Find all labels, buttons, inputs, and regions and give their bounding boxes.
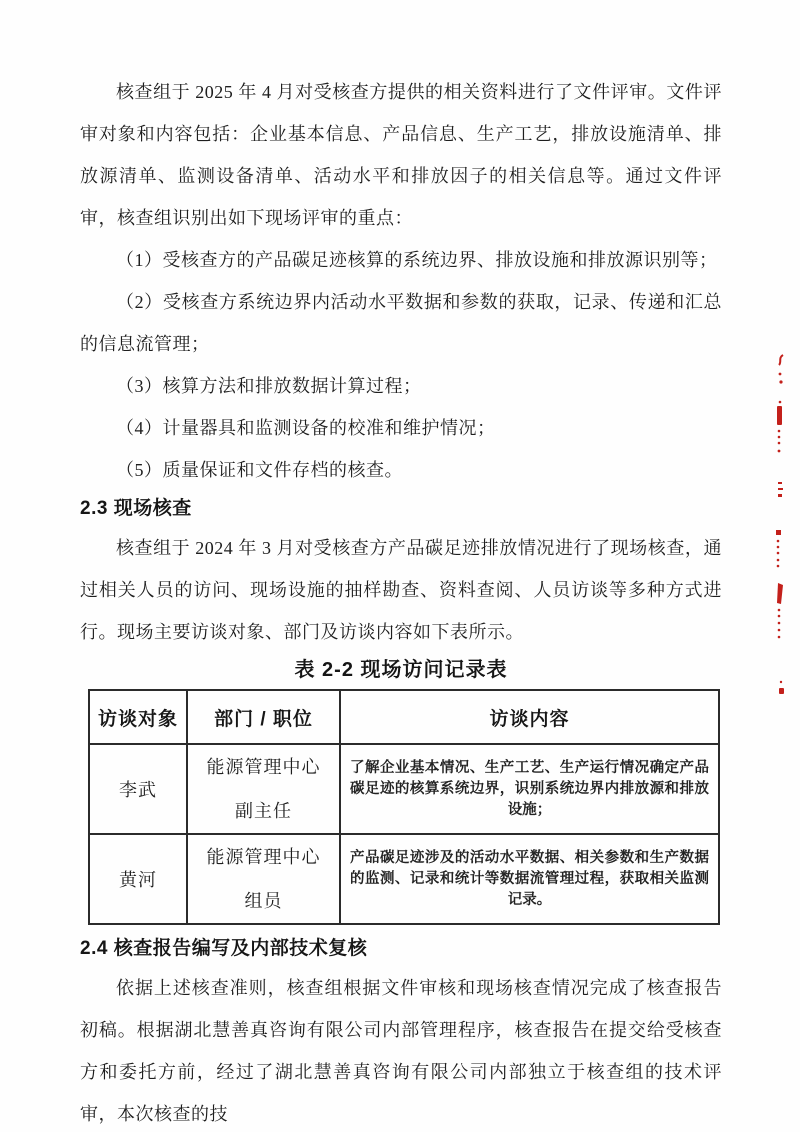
red-seal-fragment-icon — [776, 679, 786, 699]
department-position: 能源管理中心副主任 — [187, 744, 340, 834]
section-heading-2-4: 2.4 核查报告编写及内部技术复核 — [80, 938, 368, 959]
red-seal-fragment-icon — [772, 528, 786, 570]
table-header-row — [89, 690, 719, 744]
review-focus-item-1: （1）受核查方的产品碳足迹核算的系统边界、排放设施和排放源识别等； — [116, 250, 718, 270]
section-heading-2-3: 2.3 现场核查 — [80, 498, 192, 519]
red-seal-fragment-icon — [774, 352, 788, 388]
red-seal-fragment-icon — [772, 581, 786, 643]
table-2-2-title: 表 2-2 现场访问记录表 — [294, 659, 508, 681]
column-header-department: 部门 / 职位 — [187, 690, 340, 744]
review-focus-item-5: （5）质量保证和文件存档的核查。 — [116, 460, 403, 480]
review-focus-item-3: （3）核算方法和排放数据计算过程； — [116, 376, 422, 396]
column-header-content: 访谈内容 — [340, 690, 719, 744]
department-position: 能源管理中心组员 — [187, 834, 340, 924]
red-seal-fragment-icon — [773, 400, 787, 460]
section-2-4-paragraph: 依据上述核查准则，核查组根据文件审核和现场核查情况完成了核查报告初稿。根据湖北慧善真咨询有限公司内部管理程序，核查报告在提交给受核查方和委托方前，经过了湖北慧善真咨询有限公司内部独立于核查组的技术评审，本次核查的技 — [80, 978, 722, 1124]
interview-content: 产品碳足迹涉及的活动水平数据、相关参数和生产数据的监测、记录和统计等数据流管理过程，获取相关监测记录。 — [340, 834, 719, 924]
interview-content: 了解企业基本情况、生产工艺、生产运行情况确定产品碳足迹的核算系统边界，识别系统边界内排放源和排放设施； — [340, 744, 719, 834]
interviewee-name: 黄河 — [89, 834, 187, 924]
visit-record-table — [88, 689, 720, 925]
intro-paragraph: 核查组于 2025 年 4 月对受核查方提供的相关资料进行了文件评审。文件评审对象和内容包括：企业基本信息、产品信息、生产工艺，排放设施清单、排放源清单、监测设备清单、活动水平和排放因子的相关信息等。通过文件评审，核查组识别出如下现场评审的重点： — [80, 82, 722, 228]
section-2-3-paragraph: 核查组于 2024 年 3 月对受核查方产品碳足迹排放情况进行了现场核查，通过相关人员的访问、现场设施的抽样勘查、资料查阅、人员访谈等多种方式进行。现场主要访谈对象、部门及访谈内容如下表所示。 — [80, 538, 722, 642]
review-focus-item-2: （2）受核查方系统边界内活动水平数据和参数的获取，记录、传递和汇总的信息流管理； — [80, 292, 722, 354]
table-row — [89, 744, 719, 834]
review-focus-item-4: （4）计量器具和监测设备的校准和维护情况； — [116, 418, 496, 438]
column-header-interviewee: 访谈对象 — [89, 690, 187, 744]
table-row — [89, 834, 719, 924]
red-seal-fragment-icon — [775, 480, 785, 502]
interviewee-name: 李武 — [89, 744, 187, 834]
